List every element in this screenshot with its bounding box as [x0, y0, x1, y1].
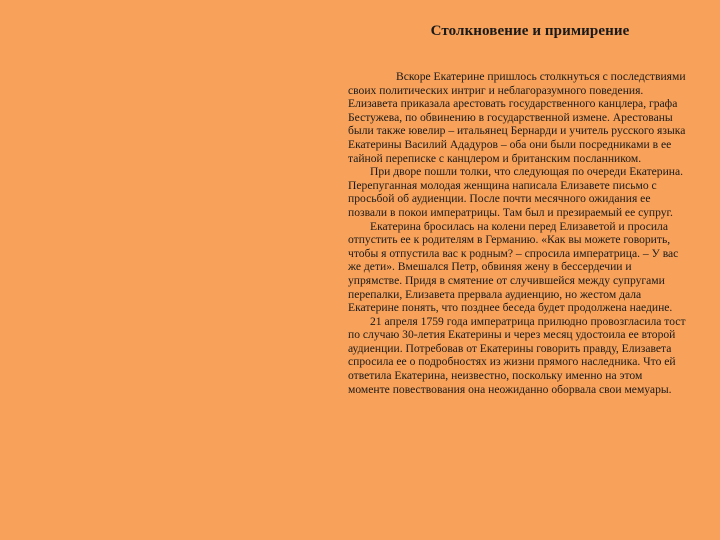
paragraph-2: При дворе пошли толки, что следующая по очереди Екатерина. Перепуганная молодая женщина написала Елизавете письмо с просьбой об аудиенции. После почти месячного ожидания ее позвали в покои императрицы. Там был и презираемый ее супруг. [348, 165, 684, 219]
paragraph-1: Вскоре Екатерине пришлось столкнуться с последствиями своих политических интриг и неблагоразумного поведения. Елизавета приказала арестовать государственного канцлера, графа Бестужева, по обвинению в государственной измене. Арестованы были также ювелир – итальянец Бернарди и учитель русского языка Екатерины Василий Ададуров – оба они были посредниками в ее тайной переписке с канцлером и британским посланником. [348, 70, 686, 165]
paragraph-3: Екатерина бросилась на колени перед Елизаветой и просила отпустить ее к родителям в Германию. «Как вы можете говорить, чтобы я отпустила вас к родным? – спросила императрица. – У вас же дети». Вмешался Петр, обвиняя жену в бессердечии и упрямстве. Придя в смятение от случившейся между супругами перепалки, Елизавета прервала аудиенцию, но жестом дала Екатерине понять, что позднее беседа будет продолжена наедине. [348, 219, 679, 315]
paragraph-4: 21 апреля 1759 года императрица прилюдно провозгласила тост по случаю 30-летия Екатерины и через месяц удостоила ее второй аудиенции. Потребовав от Екатерины говорить правду, Елизавета спросила ее о подробностях из жизни прямого наследника. Что ей ответила Екатерина, неизвестно, поскольку именно на этом моменте повествования она неожиданно оборвала свои мемуары. [348, 314, 686, 396]
slide-title: Столкновение и примирение [430, 23, 630, 39]
slide-body [348, 70, 686, 396]
